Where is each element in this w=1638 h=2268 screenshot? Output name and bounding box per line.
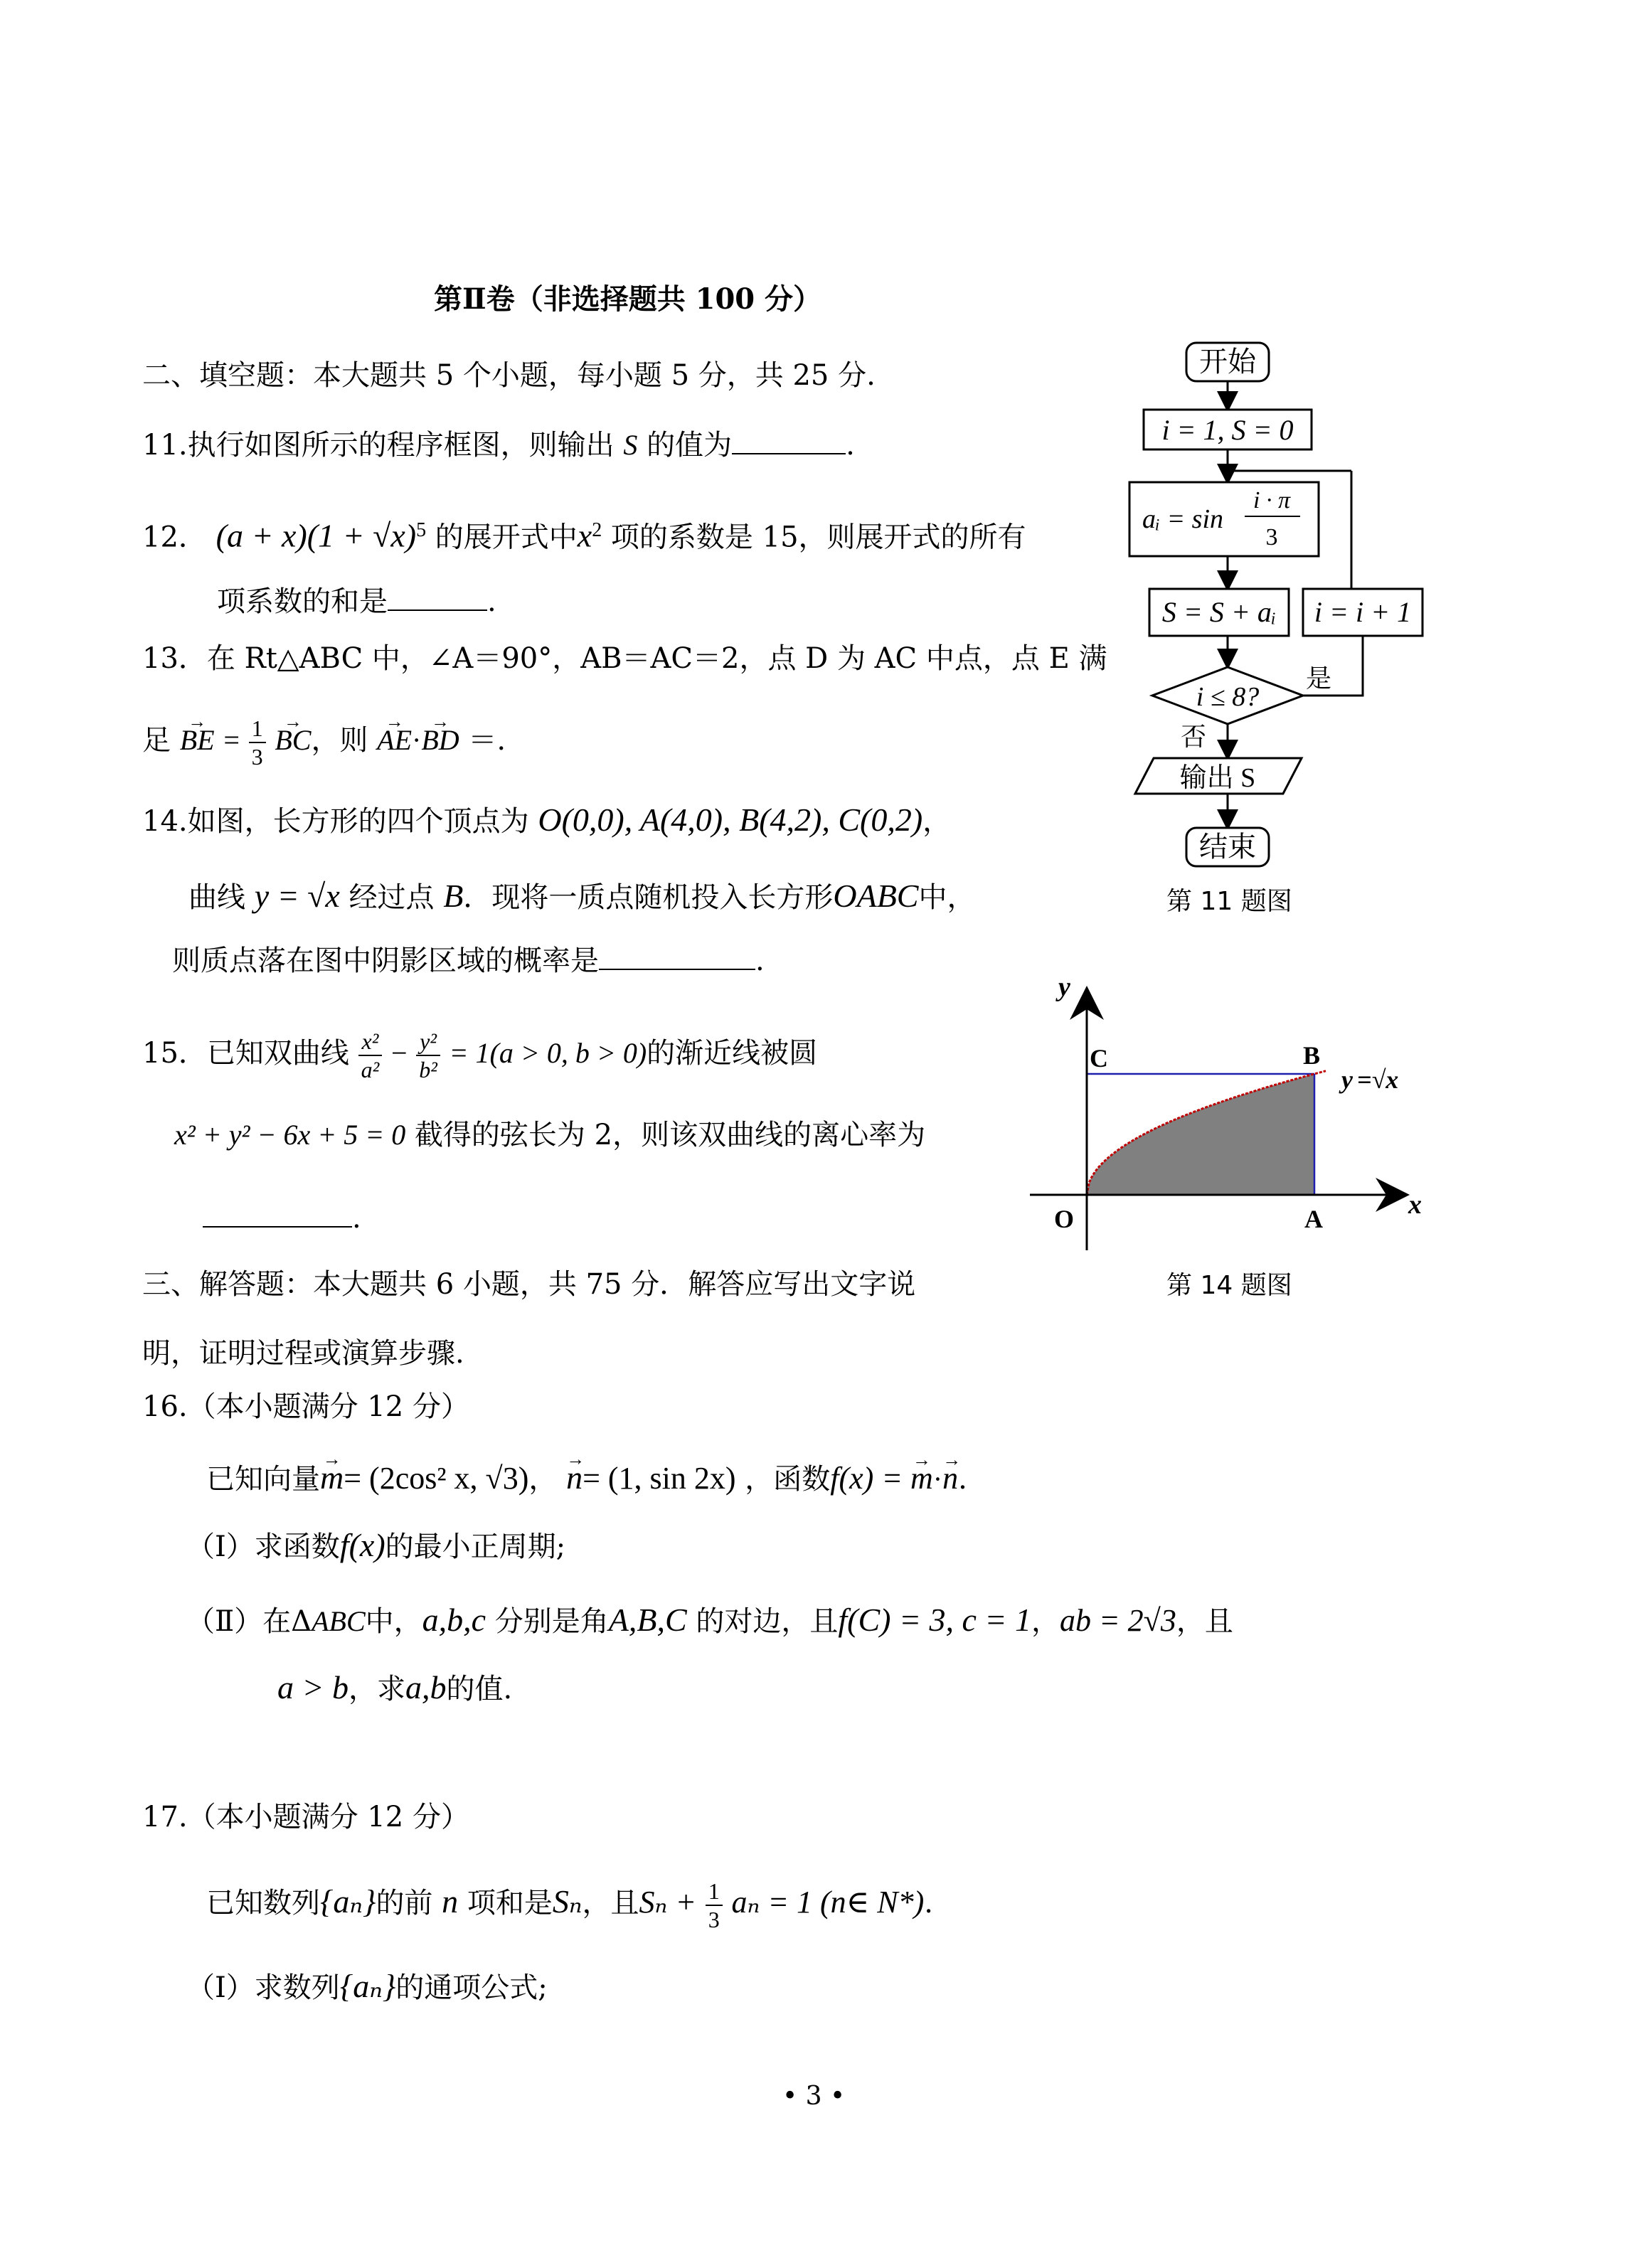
q16-vec-m: → m [320, 1458, 344, 1498]
question-17-part1 [186, 1966, 548, 2008]
flowchart-caption: 第 11 题图 [1166, 887, 1292, 916]
q16-p3-cond: a > b [277, 1669, 349, 1705]
q12-number: 12． [142, 521, 207, 554]
q14-graph-caption: 第 14 题图 [1166, 1271, 1292, 1300]
flow-ai-label: aᵢ = sin [1142, 504, 1223, 534]
q14-end: . [755, 944, 765, 977]
q16-vec-m2: → m [910, 1459, 933, 1498]
question-11 [142, 425, 855, 465]
q17-line1-c: 项和是 [467, 1887, 553, 1920]
q16-f: f(x) = [830, 1461, 911, 1496]
q16-p3-a: ，求 [349, 1673, 406, 1705]
q14-shaded-region [1087, 1074, 1314, 1195]
q16-p2-ab: ab = 2√3 [1059, 1603, 1176, 1638]
q16-sep: ， [528, 1463, 558, 1496]
q14-label-b: B [1303, 1041, 1321, 1070]
q13-line1: 在 Rt△ABC 中，∠A＝90°，AB＝AC＝2，点 D 为 AC 中点，点 E 满 [206, 642, 1107, 675]
question-17-line1 [206, 1878, 933, 1933]
flow-ai-frac-den: 3 [1265, 524, 1278, 550]
q13-fraction [249, 715, 266, 770]
q12-text-b: 项的系数是 15，则展开式的所有 [610, 521, 1026, 554]
flow-no-label: 否 [1181, 723, 1207, 751]
flow-end-label: 结束 [1199, 831, 1256, 863]
q14-graph-figure [1024, 974, 1451, 1259]
q17-frac-num: 1 [706, 1878, 723, 1906]
flow-update-label: S = S + aᵢ [1161, 596, 1277, 628]
question-12-line2 [217, 582, 496, 622]
q14-label-a: A [1304, 1205, 1323, 1233]
q14-line2-d: 中， [918, 881, 976, 914]
q16-p2-d: 的对边，且 [696, 1605, 839, 1638]
q14-line1-b: ， [922, 805, 952, 838]
q16-p3-b: 的值. [446, 1673, 513, 1705]
q14-x-label: x [1408, 1190, 1422, 1220]
q16-vec-n: → n [566, 1458, 583, 1498]
q14-curve: y = √x [254, 878, 340, 914]
q13-line2-c: ＝. [468, 724, 506, 757]
q13-line2-a: 足 [142, 724, 171, 757]
q14-line2-a: 曲线 [188, 881, 245, 914]
page-number: • 3 • [782, 2082, 846, 2111]
q17-line1-b: 的前 [376, 1887, 433, 1920]
q13-frac-den: 3 [251, 744, 263, 770]
q14-point-b: B [443, 878, 464, 914]
q11-number: 11. [142, 429, 188, 462]
q17-frac-den: 3 [708, 1907, 720, 1932]
q11-answer-blank[interactable] [732, 453, 846, 454]
q17-line1-a: 已知数列 [206, 1887, 320, 1920]
question-16-line1 [206, 1458, 967, 1499]
q17-end: . [924, 1887, 933, 1920]
q15-fx-den: a² [361, 1057, 380, 1082]
q17-rel-a: Sₙ + [639, 1885, 697, 1920]
q16-p2-angles: A,B,C [608, 1602, 687, 1638]
flow-cond-label: i ≤ 8? [1196, 682, 1260, 712]
flow-init-label: i = 1, S = 0 [1161, 414, 1294, 446]
q17-rel-b: aₙ = 1 (n∈ N*) [731, 1885, 925, 1920]
q17-fraction [706, 1878, 723, 1933]
flow-ai-frac-num: i · π [1253, 487, 1290, 513]
q15-frac-y [416, 1028, 440, 1083]
q12-answer-blank[interactable] [388, 609, 487, 611]
q12-expr: (a + x)(1 + √x) [216, 517, 417, 554]
flow-yes-label: 是 [1306, 664, 1332, 693]
q13-number: 13． [142, 642, 207, 675]
q16-line1-a: 已知向量 [206, 1463, 320, 1496]
q14-label-o: O [1054, 1205, 1075, 1233]
flowchart-figure [1110, 334, 1451, 889]
q11-end: . [846, 429, 855, 462]
q12-end: . [487, 585, 496, 618]
q16-p2-e: ， [1031, 1605, 1060, 1638]
q16-p2-c: 分别是角 [494, 1605, 609, 1638]
question-16-part2-line2 [277, 1668, 512, 1709]
question-13-line2 [142, 715, 506, 770]
q14-points: O(0,0), A(4,0), B(4,2), C(0,2) [538, 802, 923, 838]
q14-label-c: C [1090, 1044, 1108, 1072]
q15-line1-a: 已知双曲线 [206, 1037, 349, 1070]
q15-frac-x [358, 1028, 383, 1083]
q16-p2-abc: ABC [312, 1605, 366, 1637]
q14-number: 14. [142, 805, 188, 838]
q17-p1-a: （Ⅰ）求数列 [186, 1971, 340, 2004]
q15-end: . [352, 1202, 361, 1235]
question-16-part2 [186, 1600, 1233, 1641]
q14-y-label: y [1058, 974, 1070, 1002]
question-15-line3 [203, 1198, 361, 1238]
q14-line2-b: 经过点 [349, 881, 435, 914]
section-title: 第Ⅱ卷（非选择题共 100 分） [434, 282, 822, 316]
flow-start-label: 开始 [1199, 346, 1256, 378]
question-17-header: 17.（本小题满分 12 分） [142, 1801, 469, 1833]
q16-p1-b: 的最小正周期; [385, 1530, 566, 1563]
q13-eq: = [223, 724, 240, 756]
part2-heading: 二、填空题：本大题共 5 个小题，每小题 5 分，共 25 分. [142, 359, 876, 392]
q14-curve-label-y: y [1341, 1065, 1353, 1094]
question-14-line3 [172, 941, 765, 981]
question-16-part1 [186, 1526, 565, 1567]
q13-line2-b: ，则 [311, 724, 368, 757]
question-13 [142, 639, 1107, 678]
q17-p1-an: {aₙ} [339, 1968, 396, 2004]
q17-p1-b: 的通项公式; [395, 1971, 548, 2004]
question-15-line2 [174, 1115, 925, 1155]
q17-sn: Sₙ [552, 1883, 583, 1920]
q16-p1-f: f(x) [339, 1527, 385, 1563]
q16-p2-cond: f(C) = 3, c = 1 [838, 1602, 1031, 1638]
part3-heading-line1: 三、解答题：本大题共 6 小题，共 75 分．解答应写出文字说 [142, 1268, 916, 1301]
q15-line2-b: 截得的弦长为 2，则该双曲线的离心率为 [414, 1119, 926, 1151]
q14-answer-blank[interactable] [599, 969, 755, 970]
q13-dot: · [412, 724, 422, 756]
q16-p2-a: （Ⅱ）在Δ [186, 1605, 312, 1638]
flow-inc-label: i = i + 1 [1314, 596, 1412, 628]
q15-circle: x² + y² − 6x + 5 = 0 [174, 1119, 406, 1151]
q12-line2: 项系数的和是 [217, 585, 388, 618]
q17-line1-d: ，且 [582, 1887, 639, 1920]
q16-vec-n2: → n [942, 1459, 958, 1498]
q16-p2-f: ，且 [1176, 1605, 1233, 1638]
q11-text-a: 执行如图所示的程序框图，则输出 [187, 429, 615, 462]
q14-line2-c: ．现将一质点随机投入长方形 [463, 881, 834, 914]
q17-an: {aₙ} [320, 1883, 376, 1920]
part3-heading-line2: 明，证明过程或演算步骤. [142, 1337, 464, 1370]
q16-dot: · [932, 1463, 943, 1495]
question-15 [142, 1028, 817, 1083]
q12-x2: x [577, 517, 592, 554]
q17-n: n [442, 1883, 459, 1920]
q13-vec-be: → BE [180, 720, 215, 760]
q16-p3-vars: a,b [405, 1669, 447, 1705]
q14-line1-a: 如图，长方形的四个顶点为 [187, 805, 529, 838]
q15-minus: − [390, 1037, 408, 1069]
q13-vec-ae: → AE [377, 720, 412, 760]
q12-sq: 2 [592, 519, 602, 541]
q14-line3: 则质点落在图中阴影区域的概率是 [172, 944, 599, 977]
q16-m-val: = (2cos² x, √3) [344, 1461, 529, 1496]
q15-fx-num: x² [358, 1028, 383, 1056]
q13-vec-bd: → BD [421, 720, 459, 760]
question-14 [142, 800, 951, 841]
q14-rect: OABC [833, 878, 919, 914]
q15-fy-den: b² [419, 1057, 437, 1082]
flow-output-label: 输出 S [1179, 763, 1256, 793]
q15-fy-num: y² [416, 1028, 440, 1056]
q15-number: 15． [142, 1037, 207, 1070]
question-16-header: 16.（本小题满分 12 分） [142, 1390, 469, 1423]
q15-answer-blank[interactable] [203, 1226, 352, 1228]
q15-eq: = 1(a > 0, b > 0) [449, 1037, 647, 1069]
q11-text-b: 的值为 [647, 429, 733, 462]
q16-p2-vars: a,b,c [422, 1602, 486, 1638]
q13-frac-num: 1 [249, 715, 266, 743]
q16-n-val: = (1, sin 2x) [583, 1461, 736, 1496]
question-12 [142, 511, 1026, 557]
q14-curve-label-eq: =√x [1357, 1065, 1399, 1094]
q11-var: S [623, 429, 638, 461]
q12-text-a: 的展开式中 [435, 521, 578, 554]
q16-p1-a: （Ⅰ）求函数 [186, 1530, 340, 1563]
q13-vec-bc: → BC [275, 720, 311, 760]
q16-end: . [958, 1463, 967, 1496]
q12-power: 5 [416, 519, 427, 541]
q15-line1-b: 的渐近线被圆 [647, 1037, 818, 1070]
question-14-line2 [188, 876, 976, 917]
q16-line1-b: ，函数 [745, 1463, 831, 1496]
q16-p2-b: 中， [365, 1605, 422, 1638]
